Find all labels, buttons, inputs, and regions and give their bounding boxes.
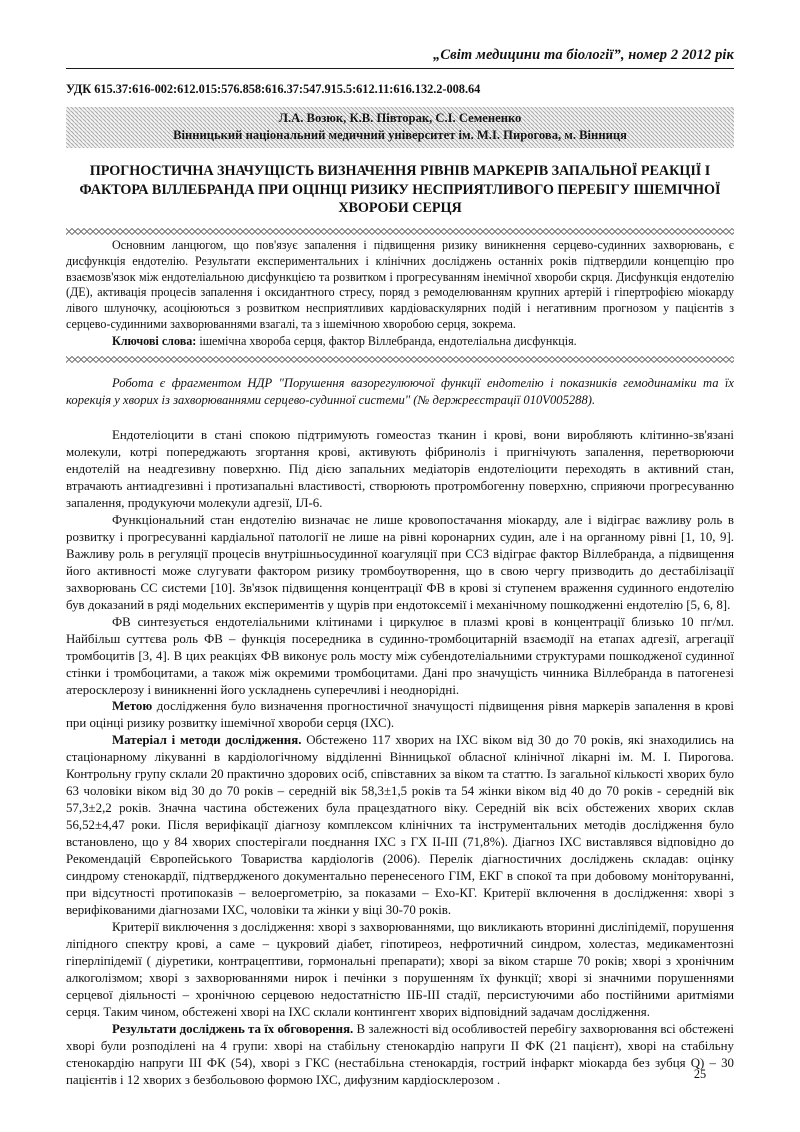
grant-note: Робота є фрагментом НДР "Порушення вазорегулюючої функції ендотелію і показників гемодинаміки та їх корекція у хворих із захворюваннями серцево-судинної системи" (№ держреєстрації 010V005288). <box>66 376 734 408</box>
abstract-text: Основним ланцюгом, що пов'язує запалення і підвищення ризику виникнення серцево-судинних захворювань, є дисфункція ендотелію. Результати експериментальних і клінічних досліджень останніх років підтвердили концепцію про взаємозв'язок між ендотеліальною дисфункцією та розвитком і прогресуванням інемічної хвороби скрця. Дисфункція ендотелію (ДЕ), активація процесів запалення і оксидантного стресу, поряд з ремоделюванням крупних артерій і гіпертрофією міокарду лівого шлуночку, асоціюються з розвитком несприятливих кардіоваскулярних подій і негативним прогнозом у пацієнтів з серцево-судинними захворюваннями взагалі, та з ішемічною хворобою серця, зокрема. <box>66 238 734 331</box>
paragraph-text: В залежності від особливостей перебігу захворювання всі обстежені хворі були розподілені на 4 групи: хворі на стабільну стенокардію напруги ІІ ФК (21 пацієнт), хворі на стабільну стенокардію напруги ІІІ ФК (54), хворі з ГКС (нестабільна стенокардія, гострий інфаркт міокарда без зубця Q) – 30 пацієнтів і 12 хворих з безбольовою формою ІХС, дифузним кардіосклерозом . <box>66 1021 734 1087</box>
page-number-value: 25 <box>693 1067 707 1081</box>
paragraph-text: дослідження було визначення прогностичної значущості підвищення рівня маркерів запалення в крові при оцінці ризику розвитку ішемічної хвороби серця (ІХС). <box>66 699 734 731</box>
paragraph-lead: Метою <box>112 699 153 714</box>
article-title <box>66 162 734 218</box>
paragraph-text: ФВ синтезується ендотеліальними клітинами і циркулює в плазмі крові в концентрації близько 10 пг/мл. Найбільш суттєва роль ФВ – функція посередника в судинно-тромбоцитарній взаємодії на етапах адгезії, агрегації тромбоцитів [3, 4]. В цих реакціях ФВ виконує роль мосту між субендотеліальними структурами пошкодженої судинної стінки і тромбоцитами, а також між окремими тромбоцитами. Дані про значущість чинника Віллебранда в патогенезі атеросклерозу і виникненні його ускладнень суперечливі і неоднорідні. <box>66 614 734 697</box>
paragraph-text: Критерії виключення з дослідження: хворі з захворюваннями, що викликають вторинні дисліпідемії, порушення ліпідного спектру крові, а саме – цукровий діабет, гіпотиреоз, нефротичний синдром, холестаз, медикаментозні гіперліпідемії ( діуретики, контрацептиви, гормональні препарати); хворі за віком старше 70 років; хворі з хронічним алкоголізмом; хворі з захворюваннями нирок і печінки з порушенням їх функції; хворі зі значними порушеннями серцевої діяльності – хронічною серцевою недостатністю ІІБ-ІІІ стадії, персистуючими або постійними аритміями серця. Таким чином, обстежені хворі на ІХС склали контингент хворих відповідний задачам дослідження. <box>66 920 734 1019</box>
paragraph-text: Функціональний стан ендотелію визначає не лише кровопостачання міокарду, але і відіграє важливу роль в розвитку і прогресуванні кардіальної патології не лише на рівні коронарних судин, але і на органному рівні [1, 10, 9]. Важливу роль в регуляції процесів внутрішньосудинної коагуляції при ССЗ відіграє фактор Віллебранда, а підвищення його активності може слугувати фактором ризику тромбоутворення, що в свою чергу призводить до дестабілізації захворювань СС системи [10]. Зв'язок підвищення концентрації ФВ в крові зі ступенем враження судинного ендотелію був доказаний в ряді модельних експериментів у щурів при ендотоксемії і механічному пошкодженні ендотелію [5, 6, 8]. <box>66 512 734 612</box>
keywords-value: ішемічна хвороба серця, фактор Віллебранда, ендотеліальна дисфункція. <box>196 333 577 348</box>
running-head-rule <box>66 68 734 69</box>
paragraph-lead: Результати досліджень та їх обговорення. <box>112 1021 354 1036</box>
article-body <box>66 427 734 1089</box>
body-paragraph <box>66 919 734 1021</box>
page-number <box>0 1067 800 1082</box>
body-paragraph <box>66 698 734 732</box>
body-paragraph <box>66 614 734 699</box>
udc-code: УДК 615.37:616-002:612.015:576.858:616.37:547.915.5:612.11:616.132.2-008.64 <box>66 82 481 96</box>
body-paragraph <box>66 427 734 512</box>
authors-list: Л.А. Возюк, К.В. Півторак, С.І. Семененко <box>278 111 522 125</box>
paragraph-text: Ендотеліоцити в стані спокою підтримують гомеостаз тканин і крові, вони виробляють клітинно-зв'язані молекули, котрі попереджають згортання крові, активують фібриноліз і пригнічують запалення, перетворюючи ендотелій на неадгезивну поверхню. Під дією запальних медіаторів ендотеліоцити переходять в активний стан, втрачають антиадгезивні і протизапальні властивості, створюють протромбогенну поверхню, сприяючи прогресуванню запалення, продукуючи молекули адгезії, ІЛ-6. <box>66 427 734 510</box>
article-title-line-2: ФАКТОРА ВІЛЛЕБРАНДА ПРИ ОЦІНЦІ РИЗИКУ НЕСПРИЯТЛИВОГО ПЕРЕБІГУ ІШЕМІЧНОЇ <box>79 181 721 198</box>
paragraph-lead: Матеріал і методи дослідження. <box>112 733 302 748</box>
paragraph-text: Обстежено 117 хворих на ІХС віком від 30 до 70 років, які знаходились на стаціонарному лікуванні в кардіологічному відділенні Вінницької обласної клінічної лікарні ім. М. І. Пирогова. Контрольну групу склали 20 практично здорових осіб, співставних за віком та статтю. Із загальної кількості хворих було 63 чоловіки віком від 30 до 70 років – середній вік 58,3±1,5 років та 54 жінки віком від 40 до 70 років - середній вік 57,3±2,2 років. Значна частина обстежених була працездатного віку. Середній вік всіх обстежених хворих склав 56,52±4,47 роки. Після верифікації діагнозу комплексом клінічних та інструментальних методів дослідження було встановлено, що у 84 хворих спостерігали поєднання ІХС з ГХ ІІ-ІІІ (71,8%). Діагноз ІХС виставлявся відповідно до Рекомендацій Європейського Товариства кардіологів (2006). Перелік діагностичних досліджень складав: оцінку синдрому стенокардії, підтвердженого документально перенесеного ГІМ, ЕКГ в спокої та при добовому моніторуванні, при відсутності протипоказів – велоергометрію, за показами – Ехо-КГ. Критерії включення в дослідження: хворі з верифікованими діагнозами ІХС, чоловіки та жінки у віці 30-70 років. <box>66 733 735 918</box>
keywords-label: Ключові слова: <box>112 333 197 348</box>
keywords-line <box>66 334 734 350</box>
running-head: „Світ медицини та біології”, номер 2 2012 рік <box>433 47 734 63</box>
zigzag-separator-bottom <box>66 355 734 364</box>
abstract-section <box>66 238 734 349</box>
body-paragraph <box>66 512 734 614</box>
authors-affiliation-band <box>66 107 734 148</box>
zigzag-separator-top <box>66 227 734 236</box>
affiliation: Вінницький національний медичний університет ім. М.І. Пирогова, м. Вінниця <box>173 128 627 142</box>
body-paragraph <box>66 732 734 919</box>
page-content-column <box>66 0 734 1089</box>
article-title-line-1: ПРОГНОСТИЧНА ЗНАЧУЩІСТЬ ВИЗНАЧЕННЯ РІВНІВ МАРКЕРІВ ЗАПАЛЬНОЇ РЕАКЦІЇ І <box>89 163 711 179</box>
article-title-line-3: ХВОРОБИ СЕРЦЯ <box>338 200 462 217</box>
